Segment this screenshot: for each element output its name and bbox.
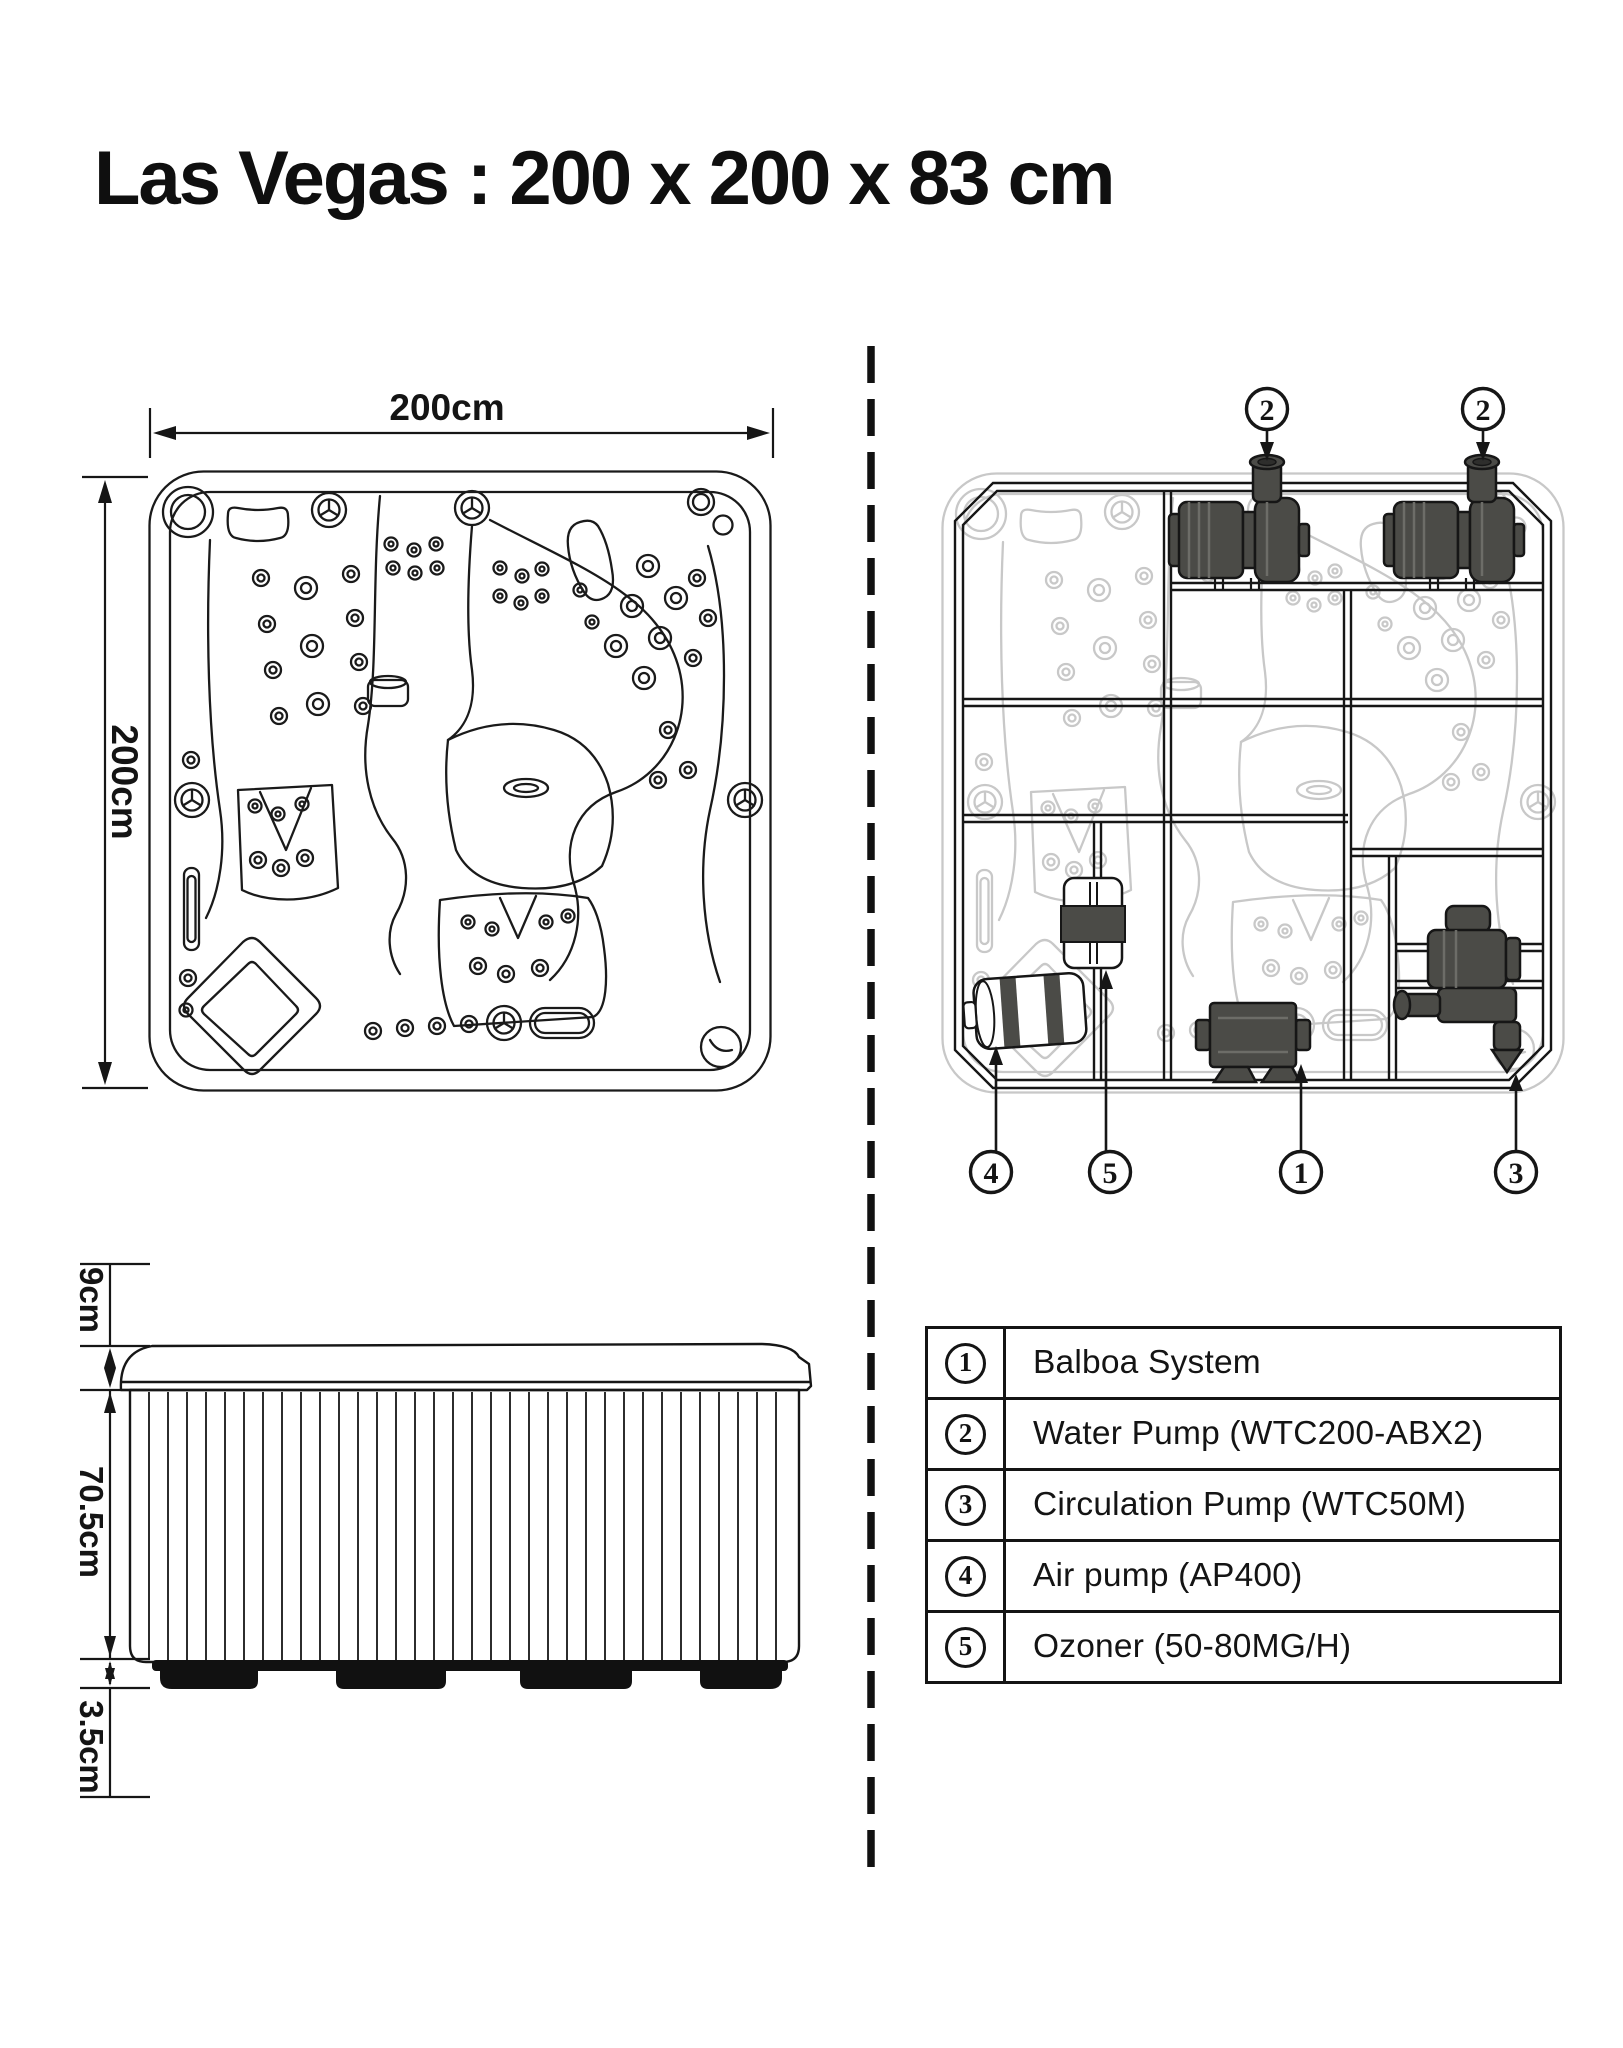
circled-number: 3 [945,1485,986,1526]
table-row [928,1539,1559,1610]
callout-label: 2 [1475,394,1491,427]
parts-legend-table [925,1326,1562,1684]
balboa-system [1196,1003,1310,1082]
part-name: Ozoner (50-80MG/H) [1033,1628,1352,1665]
body-height-label: 70.5cm [73,1466,110,1578]
callout-label: 2 [1259,394,1275,427]
circled-number: 1 [945,1343,986,1384]
circled-number: 5 [945,1627,986,1668]
row-number-cell [928,1542,1006,1610]
side-view-diagram [73,1264,811,1797]
circled-number: 4 [945,1556,986,1597]
top-view-height-dimension [82,477,148,1088]
row-number-cell [928,1471,1006,1539]
row-number-cell [928,1613,1006,1681]
lid-height-label: 9cm [73,1266,110,1334]
equipment-diagram [943,389,1564,1193]
top-view-height-label: 200cm [104,724,145,840]
ozoner [1061,878,1125,968]
row-number-cell [928,1329,1006,1397]
table-row [928,1468,1559,1539]
callout-label: 5 [1102,1157,1118,1190]
callout-label: 3 [1508,1157,1524,1190]
base-feet [152,1660,788,1689]
row-number-cell [928,1400,1006,1468]
water-pump-right [1384,455,1524,590]
air-pump [962,972,1088,1050]
part-name: Water Pump (WTC200-ABX2) [1033,1415,1484,1452]
top-view-width-label: 200cm [389,387,505,428]
page-title: Las Vegas : 200 x 200 x 83 cm [94,135,1114,221]
callout-water-pump-right [1463,389,1504,462]
table-row [928,1397,1559,1468]
part-name: Balboa System [1033,1344,1261,1381]
callout-balboa-system [1281,1064,1322,1193]
top-view-width-dimension [150,387,773,458]
part-name: Circulation Pump (WTC50M) [1033,1486,1467,1523]
table-row [928,1329,1559,1397]
callout-label: 1 [1293,1157,1309,1190]
part-name: Air pump (AP400) [1033,1557,1303,1594]
callout-ozoner [1090,970,1131,1193]
callout-label: 4 [983,1157,999,1190]
table-row [928,1610,1559,1681]
base-height-label: 3.5cm [73,1700,110,1794]
side-view-dimensions [73,1264,150,1797]
callout-water-pump-left [1247,389,1288,462]
top-view-diagram [82,387,773,1091]
callout-air-pump [971,1046,1012,1193]
water-pump-left [1169,455,1309,590]
circled-number: 2 [945,1414,986,1455]
hot-tub-top-view-drawing [150,472,771,1091]
cabinet-slats [149,1392,776,1660]
